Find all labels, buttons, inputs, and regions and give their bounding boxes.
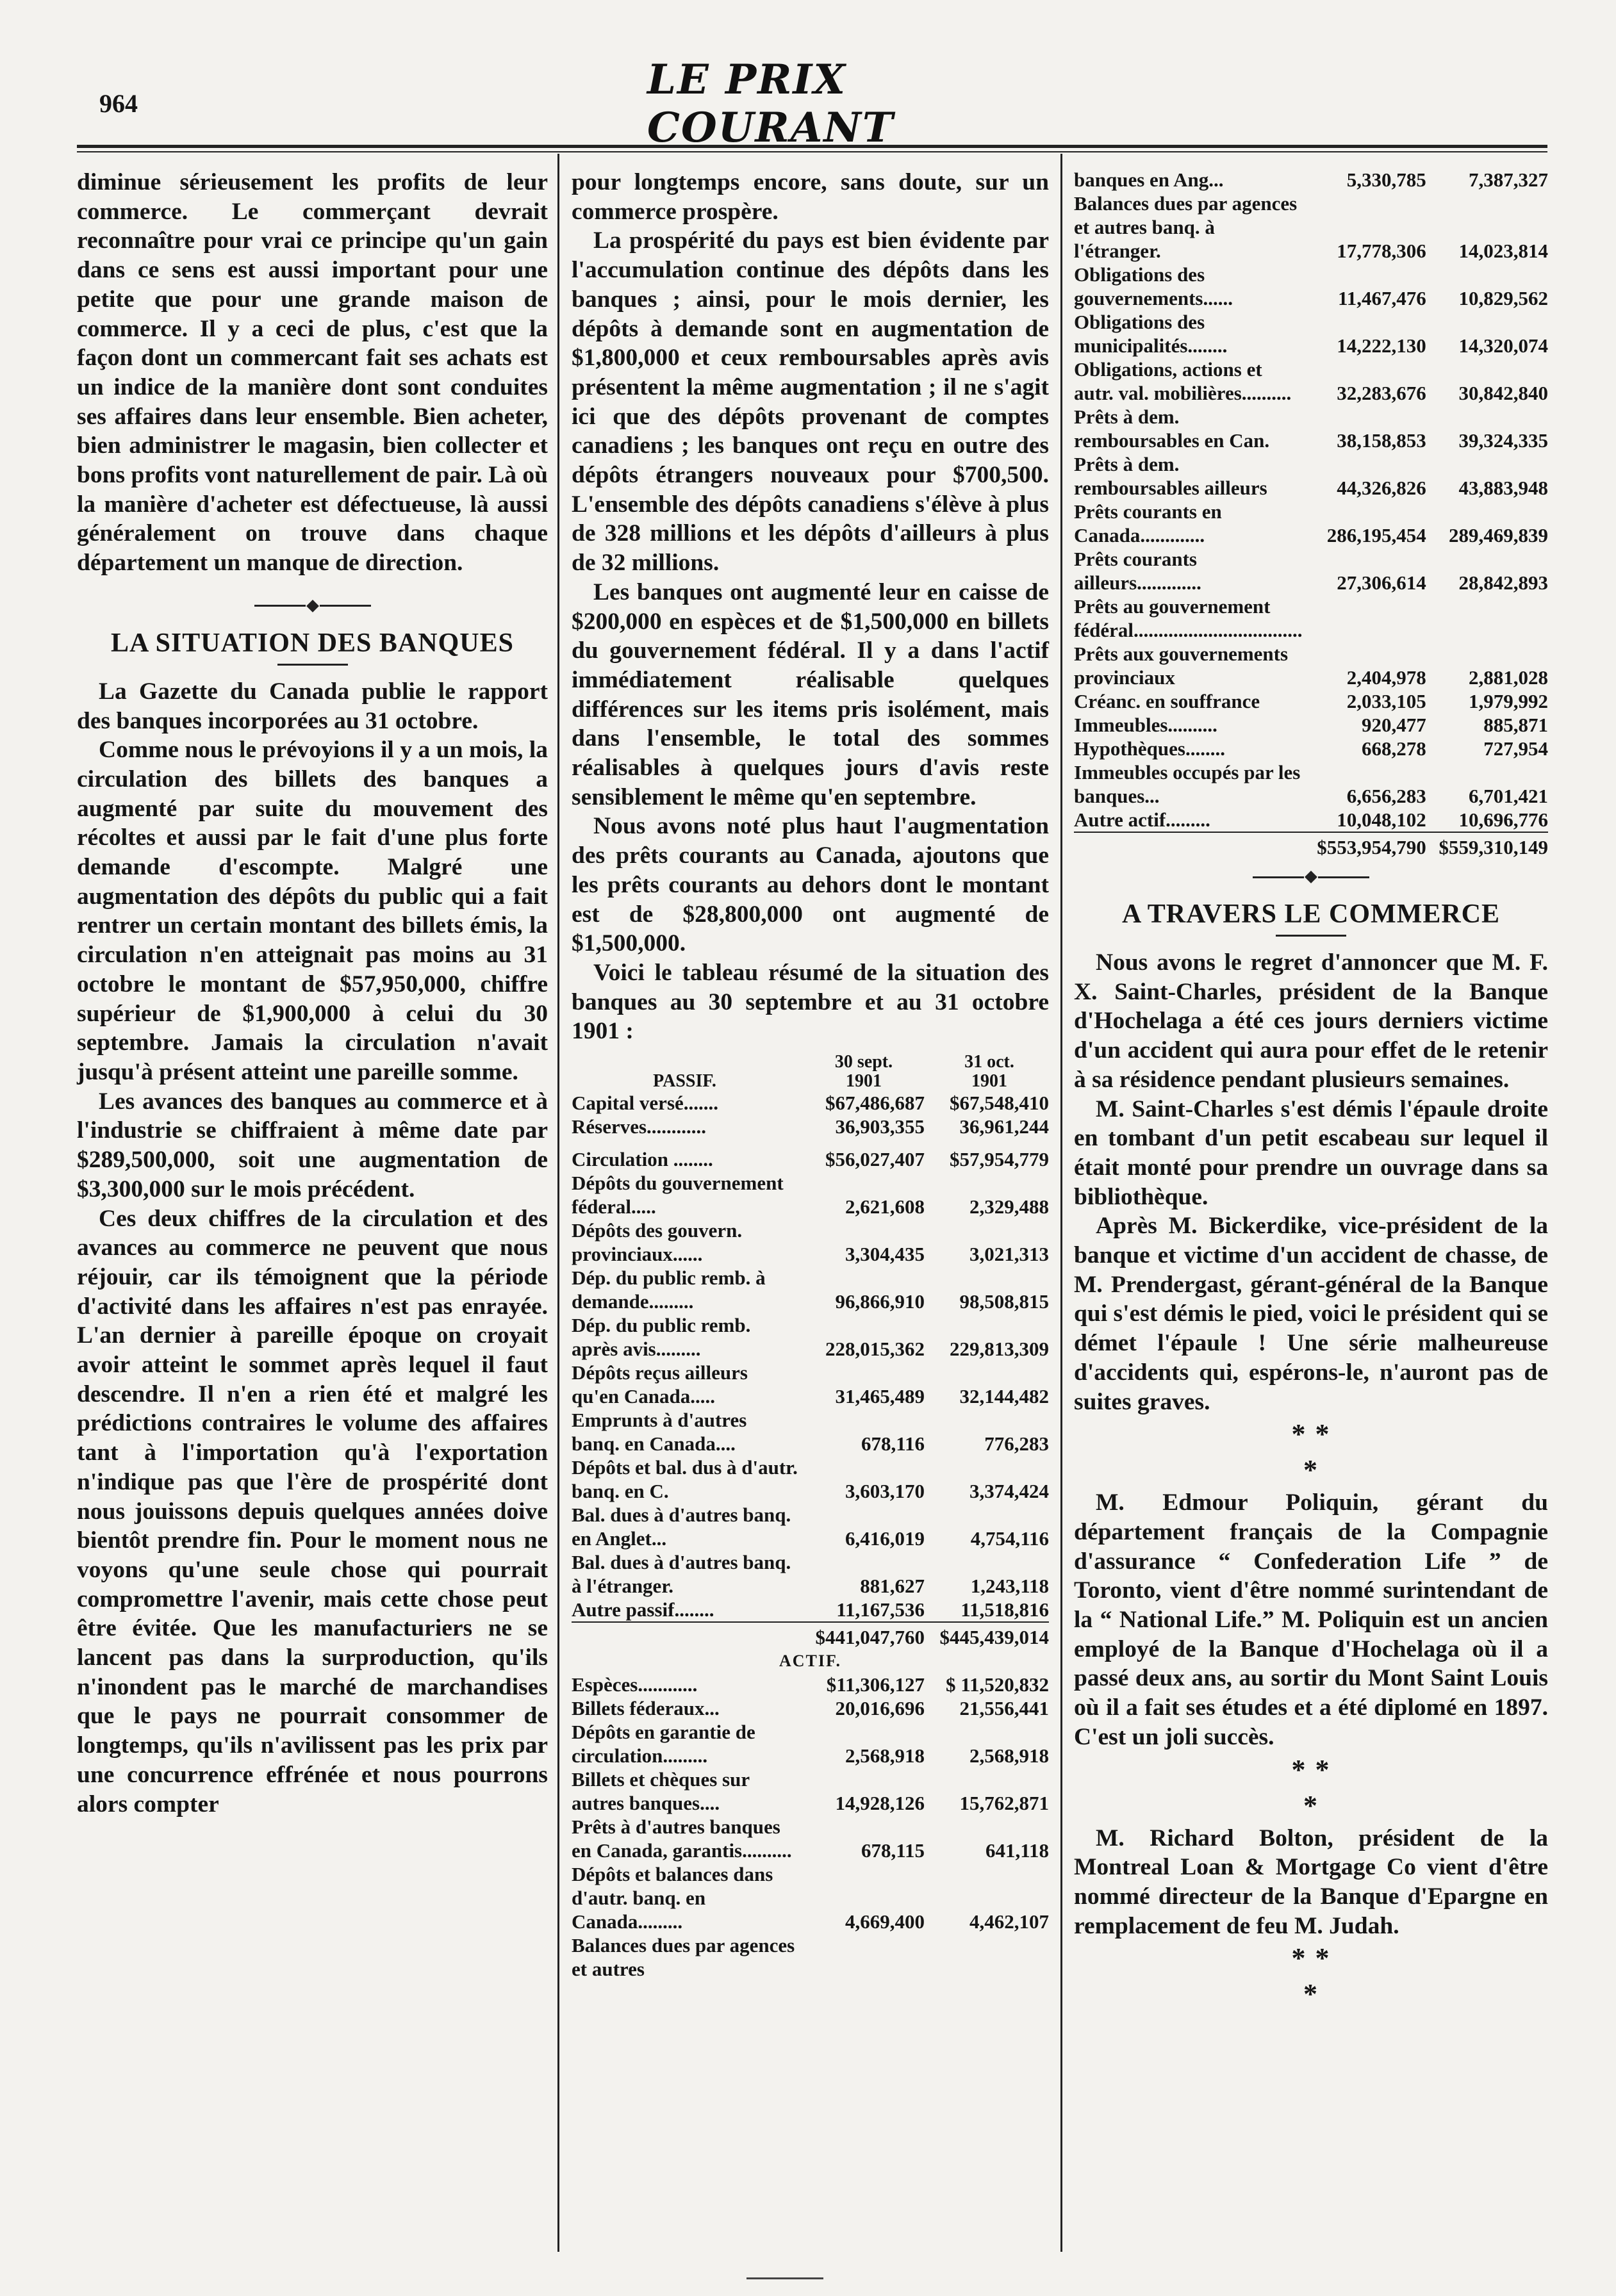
table-row bbox=[1074, 760, 1548, 808]
col-head-sept-year: 1901 bbox=[846, 1071, 882, 1092]
passif-total-oct: $445,439,014 bbox=[925, 1622, 1049, 1649]
value-oct: 4,462,107 bbox=[969, 1910, 1049, 1933]
table-row bbox=[572, 1933, 1049, 1981]
value-oct: 2,568,918 bbox=[969, 1744, 1049, 1767]
value-oct: 11,518,816 bbox=[961, 1598, 1049, 1621]
value-sept: 11,167,536 bbox=[836, 1598, 925, 1621]
table-row bbox=[1074, 357, 1548, 405]
row-label: Obligations, actions et autr. val. mobilières.......... bbox=[1074, 358, 1292, 404]
col-head-oct-year: 1901 bbox=[971, 1071, 1007, 1092]
table-row bbox=[572, 1862, 1049, 1933]
value-oct: 28,842,893 bbox=[1458, 571, 1548, 594]
column-1 bbox=[77, 168, 548, 1819]
value-sept: 3,603,170 bbox=[845, 1480, 925, 1503]
table-row bbox=[572, 1767, 1049, 1815]
row-label: Prêts courants en Canada............. bbox=[1074, 500, 1222, 546]
value-oct: 885,871 bbox=[1483, 714, 1548, 736]
value-sept: $11,306,127 bbox=[826, 1673, 925, 1696]
row-label: Hypothèques........ bbox=[1074, 737, 1225, 760]
passif-rows bbox=[572, 1091, 1049, 1622]
row-label: Espèces............ bbox=[572, 1673, 698, 1696]
paragraph: M. Richard Bolton, président de la Montreal Loan & Mortgage Co vient d'être nommé directeur de la Banque d'Epargne en remplacement de feu M. Judah. bbox=[1074, 1824, 1548, 1939]
table-row bbox=[1074, 405, 1548, 452]
value-sept: 881,627 bbox=[860, 1575, 925, 1598]
table-row bbox=[572, 1266, 1049, 1313]
value-sept: 10,048,102 bbox=[1337, 808, 1426, 831]
table-row bbox=[572, 1313, 1049, 1361]
table-row bbox=[1074, 192, 1548, 263]
passif-header: PASSIF. bbox=[653, 1071, 716, 1092]
paragraph: Ces deux chiffres de la circulation et des avances au commerce ne peuvent que nous réjouir, car ils témoignent que la période d'activité dans les affaires n'est pas enrayée. L'an dernier à pareille époque on croyait avoir atteint le sommet après lequel il faut descendre. Il n'en a rien été et malgré les prédictions contraires le volume des affaires tant à l'importation qu'à l'exportation n'indique pas que l'ère de prospérité dont nous jouissons depuis quelques années doive bientôt prendre fin. Pour le moment nous ne voyons qu'une seule chose qui pourrait compromettre l'avenir, mais cette chose peut être évitée. Que les manufacturiers ne se lancent pas dans la surproduction, qu'ils n'inondent pas le marché de marchandises que le pays ne pourrait consommer de longtemps, qu'ils n'avilissent pas les prix par une concurrence effrénée et nous pourrons alors compter bbox=[77, 1205, 548, 1817]
table-row bbox=[572, 1503, 1049, 1550]
header-rule bbox=[77, 145, 1547, 148]
value-oct: 10,829,562 bbox=[1458, 287, 1548, 309]
col-head-oct: 31 oct. bbox=[964, 1052, 1014, 1072]
table-row bbox=[572, 1696, 1049, 1720]
table-row bbox=[572, 1091, 1049, 1115]
row-label: Dépôts en garantie de circulation......... bbox=[572, 1721, 755, 1767]
row-label: Capital versé....... bbox=[572, 1092, 719, 1115]
value-oct: 1,243,118 bbox=[970, 1575, 1049, 1598]
value-sept: 6,416,019 bbox=[845, 1527, 925, 1550]
table-row bbox=[572, 1550, 1049, 1598]
column-3 bbox=[1074, 168, 1548, 2012]
value-oct: 4,754,116 bbox=[970, 1527, 1049, 1550]
row-label: Obligations des gouvernements...... bbox=[1074, 263, 1233, 309]
value-sept: 4,669,400 bbox=[845, 1910, 925, 1933]
row-label: Bal. dues à d'autres banq. à l'étranger. bbox=[572, 1551, 791, 1598]
paragraph: Nous avons noté plus haut l'augmentation des prêts courants au Canada, ajoutons que les prêts courants au dehors dont le montant est de $28,800,000 ont augmenté de $1,500,000. bbox=[572, 813, 1049, 957]
value-sept bbox=[798, 1933, 925, 1981]
value-oct: 14,023,814 bbox=[1458, 240, 1548, 262]
actif-total-sept: $553,954,790 bbox=[1302, 832, 1426, 859]
value-sept: 678,115 bbox=[861, 1839, 925, 1862]
asterism-divider: * * * bbox=[1291, 1942, 1331, 2010]
value-oct: 289,469,839 bbox=[1449, 524, 1548, 546]
row-label: Dépôts reçus ailleurs qu'en Canada..... bbox=[572, 1361, 748, 1408]
value-sept: $56,027,407 bbox=[825, 1148, 925, 1171]
paragraph: La prospérité du pays est bien évidente par l'accumulation continue des dépôts dans les banques ; ainsi, pour le mois dernier, les dépôts à demande sont en augmentation de $1,800,000 et ceux remboursables après avis présentent la même augmentation ; il ne s'agit ici que des dépôts provenant de comptes canadiens ; les banques ont reçu en outre des dépôts étrangers nouveaux pour $700,500. L'ensemble des dépôts canadiens s'élève à plus de 328 millions et les dépôts d'ailleurs à plus de 32 millions. bbox=[572, 227, 1049, 577]
actif-rows bbox=[572, 1673, 1049, 1981]
value-oct: 30,842,840 bbox=[1458, 382, 1548, 404]
row-label: Prêts au gouvernement fédéral.................................. bbox=[1074, 595, 1303, 641]
value-sept: 5,330,785 bbox=[1346, 168, 1426, 191]
value-oct: 7,387,327 bbox=[1469, 168, 1548, 191]
row-label: Prêts à dem. remboursables en Can. bbox=[1074, 406, 1270, 452]
section-heading: LA SITUATION DES BANQUES bbox=[111, 628, 514, 658]
table-row bbox=[1074, 713, 1548, 737]
column-divider-2 bbox=[1060, 154, 1062, 2252]
paragraph: Les banques ont augmenté leur en caisse de $200,000 en espèces et de $1,500,000 en billets du gouvernement fédéral. Il y a dans l'actif immédiatement réalisable quelques différences sur les items pris isolément, mais dans l'ensemble, le total des sommes réalisables à quelques jours d'avis reste sensiblement le même qu'en septembre. bbox=[572, 578, 1049, 810]
ornament-divider bbox=[77, 593, 548, 619]
value-oct: 229,813,309 bbox=[950, 1338, 1049, 1361]
row-label: Billets et chèques sur autres banques.... bbox=[572, 1768, 750, 1815]
table-row bbox=[572, 1456, 1049, 1503]
heading-rule bbox=[277, 664, 348, 666]
value-oct: 14,320,074 bbox=[1458, 334, 1548, 357]
row-label: Dépôts du gouvernement féderal..... bbox=[572, 1172, 784, 1218]
table-row bbox=[572, 1361, 1049, 1408]
passif-total-sept: $441,047,760 bbox=[798, 1622, 925, 1649]
value-sept: 11,467,476 bbox=[1337, 287, 1426, 309]
table-row bbox=[1074, 263, 1548, 310]
value-sept: 44,326,826 bbox=[1337, 477, 1426, 499]
value-sept: 2,033,105 bbox=[1346, 690, 1426, 712]
value-oct: 6,701,421 bbox=[1469, 785, 1548, 807]
table-row bbox=[572, 1673, 1049, 1696]
row-label: Balances dues par agences et autres banq. à l'étranger. bbox=[1074, 192, 1298, 262]
table-row bbox=[572, 1815, 1049, 1862]
paragraph: diminue sérieusement les profits de leur commerce. Le commerçant devrait reconnaître pour vrai ce principe qu'un gain dans ce sens est aussi important pour une petite que pour une grande maison de commerce. Il y a ceci de plus, c'est que la façon dont un commercant fait ses achats est un indice de la manière dont sont conduites ses affaires dans leur ensemble. Bien acheter, bien administrer le magasin, bien collecter et bons profits vont naturellement de pair. Là où la manière d'acheter est défectueuse, là aussi généralement on trouve dans chaque département un manque de direction. bbox=[77, 169, 548, 577]
table-row bbox=[1074, 452, 1548, 500]
value-oct: $67,548,410 bbox=[950, 1092, 1049, 1115]
value-oct: 641,118 bbox=[985, 1839, 1049, 1862]
paragraph: pour longtemps encore, sans doute, sur un commerce prospère. bbox=[572, 169, 1049, 225]
table-row bbox=[572, 1720, 1049, 1767]
value-sept: 228,015,362 bbox=[825, 1338, 925, 1361]
value-sept: 2,621,608 bbox=[845, 1195, 925, 1218]
value-oct: 1,979,992 bbox=[1469, 690, 1548, 712]
row-label: Dépôts et bal. dus à d'autr. banq. en C. bbox=[572, 1456, 798, 1503]
paragraph: Après M. Bickerdike, vice-président de la banque et victime d'un accident de chasse, de M. Prendergast, gérant-général de la Banque qui s'est démis le pied, voici le président qui se démet l'épaule ! Une série malheureuse d'accidents qui, espérons-le, n'auront pas de suites graves. bbox=[1074, 1213, 1548, 1415]
value-oct bbox=[925, 1933, 1049, 1981]
table-row bbox=[1074, 737, 1548, 760]
value-sept: 286,195,454 bbox=[1326, 524, 1426, 546]
paragraph: Voici le tableau résumé de la situation des banques au 30 septembre et au 31 octobre 1901 : bbox=[572, 959, 1049, 1045]
row-label: Circulation ........ bbox=[572, 1148, 713, 1171]
row-label: Prêts à dem. remboursables ailleurs bbox=[1074, 453, 1267, 499]
table-row bbox=[572, 1598, 1049, 1622]
value-oct: 32,144,482 bbox=[959, 1385, 1049, 1408]
value-oct: 3,021,313 bbox=[969, 1243, 1049, 1266]
col-head-sept: 30 sept. bbox=[834, 1052, 893, 1072]
page-number: 964 bbox=[99, 89, 138, 118]
bank-statement-table bbox=[572, 1053, 1049, 1981]
actif-rows-continued bbox=[1074, 168, 1548, 832]
section-heading: A TRAVERS LE COMMERCE bbox=[1121, 899, 1501, 929]
column-2 bbox=[572, 168, 1049, 1981]
value-sept: 32,283,676 bbox=[1337, 382, 1426, 404]
column-divider-1 bbox=[557, 154, 559, 2252]
asterism-divider: * * * bbox=[1291, 1753, 1331, 1821]
row-label: Obligations des municipalités........ bbox=[1074, 311, 1228, 357]
table-row bbox=[1074, 547, 1548, 594]
value-sept: 2,404,978 bbox=[1346, 666, 1426, 689]
value-sept: 678,116 bbox=[861, 1432, 925, 1456]
value-sept: $67,486,687 bbox=[825, 1092, 925, 1115]
value-sept: 6,656,283 bbox=[1346, 785, 1426, 807]
value-sept: 96,866,910 bbox=[835, 1290, 925, 1313]
table-row bbox=[1074, 642, 1548, 689]
row-label: Dépôts des gouvern. provinciaux...... bbox=[572, 1219, 743, 1266]
row-label: Dép. du public remb. après avis......... bbox=[572, 1314, 751, 1361]
actif-total-oct: $559,310,149 bbox=[1426, 832, 1548, 859]
header-rule-thin bbox=[77, 151, 1547, 152]
table-row bbox=[1074, 808, 1548, 832]
value-sept: 14,928,126 bbox=[835, 1792, 925, 1815]
table-row bbox=[572, 1115, 1049, 1138]
row-label: Prêts courants ailleurs............. bbox=[1074, 548, 1201, 594]
row-label: Emprunts à d'autres banq. en Canada.... bbox=[572, 1409, 747, 1456]
paragraph: Nous avons le regret d'annoncer que M. F. X. Saint-Charles, président de la Banque d'Hochelaga a été ces jours derniers victime d'un accident qui aura pour effet de le retenir à sa résidence pendant plusieurs semaines. bbox=[1074, 949, 1548, 1093]
value-oct: 21,556,441 bbox=[959, 1697, 1049, 1720]
paragraph: Comme nous le prévoyions il y a un mois, la circulation des billets des banques a augmenté par suite du mouvement des récoltes et aussi par le fait d'une plus forte demande d'escompte. Malgré une augmentation des dépôts du public qui a fait rentrer un certain montant des billets émis, la circulation n'en atteignait pas moins au 31 octobre le montant de $57,950,000, chiffre supérieur de $1,900,000 à celui du 30 septembre. Jamais la circulation n'avait jusqu'à présent atteint une pareille somme. bbox=[77, 737, 548, 1085]
row-label: Dépôts et balances dans d'autr. banq. en Canada......... bbox=[572, 1863, 773, 1933]
value-sept: 36,903,355 bbox=[835, 1115, 925, 1138]
value-oct: $ 11,520,832 bbox=[945, 1673, 1049, 1696]
value-oct: 2,329,488 bbox=[969, 1195, 1049, 1218]
value-oct: 36,961,244 bbox=[959, 1115, 1049, 1138]
value-sept: 2,568,918 bbox=[845, 1744, 925, 1767]
paragraph: Les avances des banques au commerce et à l'industrie se chiffraient à même date par $289,500,000, soit une augmentation de $3,300,000 sur le mois précédent. bbox=[77, 1088, 548, 1202]
table-row bbox=[572, 1408, 1049, 1456]
value-oct: 98,508,815 bbox=[959, 1290, 1049, 1313]
paragraph: La Gazette du Canada publie le rapport des banques incorporées au 31 octobre. bbox=[77, 678, 548, 734]
table-row bbox=[572, 1171, 1049, 1218]
masthead-logo: LE PRIX COURANT bbox=[647, 56, 895, 152]
ornament-divider bbox=[1074, 864, 1548, 890]
row-label: Réserves............ bbox=[572, 1115, 707, 1138]
row-label: Immeubles.......... bbox=[1074, 714, 1217, 736]
value-oct: 776,283 bbox=[984, 1432, 1049, 1456]
row-label: banques en Ang... bbox=[1074, 168, 1224, 191]
bank-statement-table-continued bbox=[1074, 168, 1548, 859]
value-sept: 31,465,489 bbox=[835, 1385, 925, 1408]
table-row bbox=[1074, 594, 1548, 642]
value-sept: 668,278 bbox=[1361, 737, 1426, 760]
table-row bbox=[1074, 500, 1548, 547]
row-label: Immeubles occupés par les banques... bbox=[1074, 761, 1301, 807]
table-row bbox=[1074, 310, 1548, 357]
value-sept bbox=[1302, 594, 1426, 642]
bottom-rule bbox=[746, 2277, 823, 2279]
value-oct: 43,883,948 bbox=[1458, 477, 1548, 499]
value-oct: 15,762,871 bbox=[959, 1792, 1049, 1815]
row-label: Prêts aux gouvernements provinciaux bbox=[1074, 643, 1289, 689]
actif-header: ACTIF. bbox=[779, 1652, 841, 1671]
value-sept: 27,306,614 bbox=[1337, 571, 1426, 594]
heading-rule bbox=[1276, 935, 1346, 937]
value-sept: 3,304,435 bbox=[845, 1243, 925, 1266]
value-sept: 20,016,696 bbox=[835, 1697, 925, 1720]
table-row bbox=[572, 1218, 1049, 1266]
value-sept: 920,477 bbox=[1361, 714, 1426, 736]
asterism-divider: * * * bbox=[1291, 1418, 1331, 1486]
value-oct: 2,881,028 bbox=[1469, 666, 1548, 689]
table-row bbox=[1074, 689, 1548, 713]
value-oct bbox=[1426, 594, 1548, 642]
row-label: Balances dues par agences et autres bbox=[572, 1934, 795, 1981]
table-row bbox=[572, 1147, 1049, 1171]
table-row bbox=[1074, 168, 1548, 192]
value-oct: 727,954 bbox=[1483, 737, 1548, 760]
value-sept: 38,158,853 bbox=[1337, 429, 1426, 452]
paragraph: M. Saint-Charles s'est démis l'épaule droite en tombant d'un petit escabeau sur lequel il était monté pour prendre un ouvrage dans sa bibliothèque. bbox=[1074, 1095, 1548, 1210]
value-sept: 17,778,306 bbox=[1337, 240, 1426, 262]
row-label: Bal. dues à d'autres banq. en Anglet... bbox=[572, 1504, 791, 1550]
row-label: Billets féderaux... bbox=[572, 1697, 720, 1720]
paragraph: M. Edmour Poliquin, gérant du département français de la Compagnie d'assurance “ Confederation Life ” de Toronto, vient d'être nommé surintendant de la “ National Life.” M. Poliquin est un ancien employé de la Banque d'Hochelaga où il a passé deux ans, au sortir du Mont Saint Louis où il a fait ses études et a été diplomé en 1897. C'est un joli succès. bbox=[1074, 1489, 1548, 1750]
row-label: Dép. du public remb. à demande......... bbox=[572, 1267, 766, 1313]
value-oct: 3,374,424 bbox=[969, 1480, 1049, 1503]
value-sept: 14,222,130 bbox=[1337, 334, 1426, 357]
value-oct: 39,324,335 bbox=[1458, 429, 1548, 452]
value-oct: $57,954,779 bbox=[950, 1148, 1049, 1171]
row-label: Autre passif........ bbox=[572, 1598, 714, 1621]
row-label: Créanc. en souffrance bbox=[1074, 690, 1260, 712]
row-label: Prêts à d'autres banques en Canada, garantis.......... bbox=[572, 1816, 792, 1862]
row-label: Autre actif......... bbox=[1074, 808, 1210, 831]
value-oct: 10,696,776 bbox=[1458, 808, 1548, 831]
